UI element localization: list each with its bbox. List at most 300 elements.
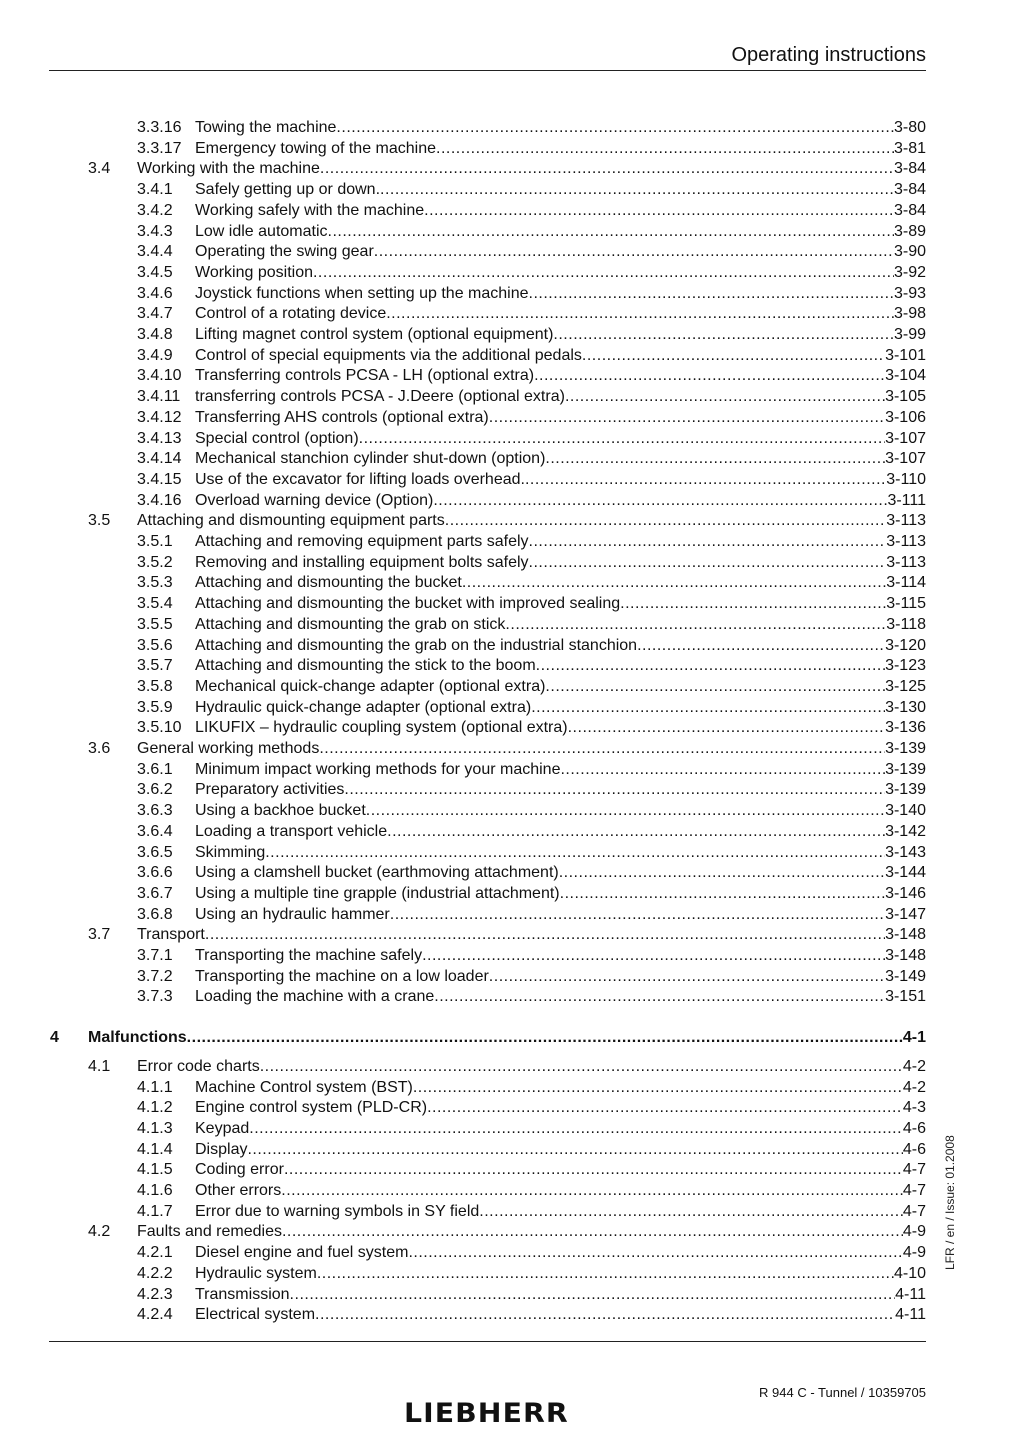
toc-entry[interactable] <box>0 284 1024 304</box>
toc-entry-page: 3-113 <box>886 512 926 530</box>
dot-leader <box>525 470 886 490</box>
dot-leader <box>313 263 894 283</box>
dot-leader <box>505 615 886 635</box>
toc-entry-number: 3.6 <box>88 740 111 757</box>
toc-entry-number: 3.4.5 <box>137 263 173 281</box>
dot-leader <box>187 1028 903 1048</box>
toc-entry[interactable] <box>0 739 1024 759</box>
toc-entry-number: 3.4.13 <box>137 429 182 447</box>
toc-entry-title: Using a multiple tine grapple (industrial attachment) <box>195 884 560 902</box>
toc-entry[interactable] <box>0 801 1024 821</box>
toc-entry-line <box>195 636 926 656</box>
toc-entry-title: Control of special equipments via the additional pedals <box>195 346 582 364</box>
toc-entry-number: 3.4.2 <box>137 201 173 219</box>
toc-entry[interactable] <box>0 1264 1024 1284</box>
toc-entry-title: Removing and installing equipment bolts safely <box>195 553 529 571</box>
header-rule <box>49 70 926 71</box>
dot-leader <box>568 718 885 738</box>
dot-leader <box>344 780 885 800</box>
dot-leader <box>249 1119 903 1139</box>
toc-entry-number: 3.6.7 <box>137 884 173 902</box>
toc-entry-line <box>195 843 926 863</box>
toc-entry-number: 4.1.7 <box>137 1202 173 1220</box>
toc-entry-title: Keypad <box>195 1119 250 1137</box>
toc-entry[interactable] <box>0 677 1024 697</box>
toc-entry-page: 3-142 <box>885 822 926 840</box>
footer-rule <box>49 1341 926 1342</box>
toc-entry-number: 3.3.16 <box>137 119 182 136</box>
toc-entry-line <box>195 884 926 904</box>
toc-entry-page: 4-11 <box>895 1285 926 1303</box>
toc-entry-number: 3.4.7 <box>137 305 173 323</box>
toc-entry-page: 4-2 <box>902 1057 926 1075</box>
toc-entry[interactable] <box>0 408 1024 428</box>
toc-entry-line <box>137 1057 926 1077</box>
toc-entry-number: 4.2.3 <box>137 1285 173 1303</box>
toc-entry-page: 3-118 <box>886 615 926 633</box>
dot-leader <box>529 284 894 304</box>
toc-entry-number: 3.4.3 <box>137 222 173 240</box>
dot-leader <box>531 698 885 718</box>
toc-entry-page: 3-104 <box>885 367 926 385</box>
toc-entry[interactable] <box>0 594 1024 614</box>
toc-entry-title: Diesel engine and fuel system <box>195 1244 409 1262</box>
toc-entry-number: 3.6.1 <box>137 760 173 778</box>
toc-entry-line <box>137 739 926 759</box>
toc-entry-line <box>195 656 926 676</box>
toc-entry-number: 3.5.5 <box>137 615 173 633</box>
toc-entry-line <box>137 1222 926 1242</box>
toc-entry-title: Working position <box>195 263 313 281</box>
toc-entry-number: 3.5.6 <box>137 636 173 654</box>
toc-entry-page: 4-6 <box>902 1119 926 1137</box>
dot-leader <box>281 1181 903 1201</box>
toc-entry-line <box>195 987 926 1007</box>
toc-entry-number: 3.4.16 <box>137 491 182 509</box>
toc-entry-line <box>195 822 926 842</box>
toc-entry-title: Error due to warning symbols in SY field <box>195 1202 480 1220</box>
toc-entry-page: 4-3 <box>902 1099 926 1117</box>
toc-entry-page: 3-139 <box>885 781 926 799</box>
toc-entry-line <box>137 159 926 179</box>
toc-entry-line <box>195 946 926 966</box>
toc-entry-number: 3.6.4 <box>137 822 173 840</box>
toc-entry-number: 3.4.4 <box>137 243 173 261</box>
toc-entry-line <box>195 284 926 304</box>
toc-entry-number: 3.5.8 <box>137 677 173 695</box>
toc-entry-page: 3-90 <box>893 243 926 261</box>
toc-entry-page: 3-143 <box>885 843 926 861</box>
toc-entry-page: 3-130 <box>885 698 926 716</box>
toc-entry-title: Transport <box>137 926 205 944</box>
toc-entry-page: 3-147 <box>885 905 926 923</box>
toc-entry-page: 3-114 <box>886 574 926 592</box>
dot-leader <box>366 801 885 821</box>
dot-leader <box>445 511 887 531</box>
toc-entry-page: 3-125 <box>885 677 926 695</box>
toc-entry-page: 3-115 <box>886 595 926 613</box>
toc-entry-number: 3.3.17 <box>137 139 182 157</box>
toc-entry-page: 4-6 <box>902 1140 926 1158</box>
toc-entry[interactable] <box>0 429 1024 449</box>
toc-entry-page: 3-148 <box>885 926 926 944</box>
toc-entry-title: Transferring AHS controls (optional extra) <box>195 408 489 426</box>
dot-leader <box>320 159 894 179</box>
toc-entry-line <box>195 1160 926 1180</box>
toc-entry-page: 3-84 <box>893 201 926 219</box>
dot-leader <box>260 1057 903 1077</box>
toc-entry-line <box>195 242 926 262</box>
toc-entry-line <box>195 387 926 407</box>
dot-leader <box>489 967 885 987</box>
toc-entry[interactable] <box>0 118 1024 138</box>
toc-entry-page: 3-139 <box>885 760 926 778</box>
brand-logo: LIEBHERR <box>404 1398 569 1429</box>
toc-entry-line <box>195 905 926 925</box>
toc-entry-page: 3-151 <box>885 988 926 1006</box>
toc-entry[interactable] <box>0 387 1024 407</box>
toc-entry[interactable] <box>0 491 1024 511</box>
dot-leader <box>315 1305 895 1325</box>
toc-entry-line <box>195 449 926 469</box>
toc-entry-line <box>195 863 926 883</box>
toc-entry-title: Low idle automatic <box>195 222 328 240</box>
toc-entry-title: Malfunctions <box>88 1029 187 1047</box>
toc-entry[interactable] <box>0 760 1024 780</box>
toc-entry-line <box>195 1243 926 1263</box>
toc-entry-page: 4-7 <box>902 1182 926 1199</box>
dot-leader <box>290 1285 896 1305</box>
toc-entry-page: 3-81 <box>893 139 926 157</box>
toc-entry-number: 4.1.3 <box>137 1119 173 1137</box>
toc-entry-title: Mechanical quick-change adapter (optional extra) <box>195 677 546 695</box>
toc-entry-line <box>195 1285 926 1305</box>
toc-entry-line <box>195 222 926 242</box>
document-reference: R 944 C - Tunnel / 10359705 <box>759 1385 926 1400</box>
toc-entry-number: 3.4.8 <box>137 326 173 343</box>
toc-entry[interactable] <box>0 573 1024 593</box>
toc-entry-line <box>195 366 926 386</box>
dot-leader <box>265 843 885 863</box>
toc-entry-page: 3-149 <box>885 967 926 985</box>
toc-entry-number: 3.6.5 <box>137 843 173 861</box>
toc-entry-title: Minimum impact working methods for your machine <box>195 760 561 778</box>
toc-entry-title: Faults and remedies <box>137 1223 282 1241</box>
toc-entry-number: 3.4.14 <box>137 450 182 468</box>
toc-entry[interactable] <box>0 449 1024 469</box>
toc-entry[interactable] <box>0 532 1024 552</box>
toc-entry[interactable] <box>0 222 1024 242</box>
toc-entry-line <box>195 532 926 552</box>
toc-entry-page: 3-99 <box>893 326 926 343</box>
toc-entry[interactable] <box>0 159 1024 179</box>
toc-entry-title: Machine Control system (BST) <box>195 1078 413 1096</box>
page-header-title: Operating instructions <box>731 44 926 66</box>
toc-entry[interactable] <box>0 1119 1024 1139</box>
toc-entry-line <box>195 1078 926 1098</box>
toc-entry-page: 3-93 <box>893 284 926 302</box>
toc-entry[interactable] <box>0 1222 1024 1242</box>
dot-leader <box>319 739 885 759</box>
toc-entry-title: Error code charts <box>137 1057 260 1075</box>
dot-leader <box>424 201 894 221</box>
toc-entry-number: 3.7.1 <box>137 947 173 964</box>
toc-entry-line <box>195 553 926 573</box>
toc-entry-line <box>195 594 926 614</box>
toc-entry[interactable] <box>0 615 1024 635</box>
toc-entry-title: Operating the swing gear <box>195 243 374 261</box>
toc-entry-number: 3.4.10 <box>137 367 182 385</box>
dot-leader <box>436 139 894 159</box>
toc-entry[interactable] <box>0 1028 1024 1048</box>
toc-entry-title: Attaching and dismounting equipment parts <box>137 512 445 530</box>
toc-entry-line <box>195 408 926 428</box>
toc-entry[interactable] <box>0 636 1024 656</box>
toc-entry-title: transferring controls PCSA - J.Deere (optional extra) <box>195 388 565 406</box>
toc-entry-page: 3-111 <box>887 491 926 509</box>
dot-leader <box>422 946 885 966</box>
dot-leader <box>553 325 894 345</box>
toc-entry-title: Transferring controls PCSA - LH (optional extra) <box>195 367 535 385</box>
toc-entry[interactable] <box>0 1057 1024 1077</box>
toc-entry-page: 3-101 <box>885 346 926 364</box>
toc-entry-number: 4.1.1 <box>137 1078 173 1096</box>
toc-entry-number: 3.7.3 <box>137 988 173 1006</box>
toc-entry-line <box>195 1119 926 1139</box>
toc-entry-page: 4-1 <box>902 1029 926 1047</box>
toc-entry-line <box>195 1098 926 1118</box>
dot-leader <box>413 1078 903 1098</box>
toc-entry-number: 3.6.8 <box>137 905 173 923</box>
toc-entry[interactable] <box>0 553 1024 573</box>
toc-entry-title: Attaching and dismounting the grab on the industrial stanchion <box>195 636 638 654</box>
dot-leader <box>534 366 885 386</box>
toc-entry-page: 4-2 <box>902 1078 926 1096</box>
toc-entry-title: Hydraulic quick-change adapter (optional extra) <box>195 698 532 716</box>
toc-entry-page: 4-10 <box>893 1264 926 1282</box>
toc-entry-page: 3-84 <box>893 181 926 199</box>
toc-entry-page: 3-110 <box>886 470 926 488</box>
toc-entry-title: Working with the machine <box>137 160 320 178</box>
dot-leader <box>374 242 894 262</box>
toc-entry-line <box>195 470 926 490</box>
toc-entry-title: Transporting the machine on a low loader <box>195 967 489 985</box>
toc-entry-page: 3-144 <box>885 864 926 882</box>
toc-entry-number: 4.1.6 <box>137 1182 173 1199</box>
toc-entry[interactable] <box>0 822 1024 842</box>
toc-entry-number: 4.2.2 <box>137 1264 173 1282</box>
toc-entry-line <box>195 325 926 345</box>
toc-entry[interactable] <box>0 1078 1024 1098</box>
toc-entry-title: Use of the excavator for lifting loads overhead. <box>195 470 525 488</box>
toc-entry-title: Engine control system (PLD-CR) <box>195 1099 428 1117</box>
toc-entry[interactable] <box>0 180 1024 200</box>
dot-leader <box>536 656 885 676</box>
dot-leader <box>479 1202 903 1222</box>
toc-entry-number: 3.5.2 <box>137 553 173 571</box>
toc-entry-title: Using an hydraulic hammer <box>195 905 390 923</box>
toc-entry[interactable] <box>0 511 1024 531</box>
toc-entry-title: Coding error <box>195 1161 284 1179</box>
dot-leader <box>336 118 894 138</box>
toc-entry-page: 3-113 <box>886 553 926 571</box>
toc-entry-page: 4-7 <box>902 1161 926 1179</box>
toc-entry-number: 4.1.2 <box>137 1099 173 1117</box>
toc-entry-title: Safely getting up or down. <box>195 181 381 199</box>
toc-entry[interactable] <box>0 780 1024 800</box>
toc-entry[interactable] <box>0 656 1024 676</box>
toc-entry-line <box>88 1028 926 1048</box>
dot-leader <box>489 408 885 428</box>
dot-leader <box>433 491 887 511</box>
toc-entry-line <box>195 346 926 366</box>
toc-entry[interactable] <box>0 884 1024 904</box>
toc-entry-page: 3-120 <box>885 636 926 654</box>
toc-entry-page: 3-123 <box>885 657 926 675</box>
dot-leader <box>565 387 885 407</box>
dot-leader <box>560 760 885 780</box>
dot-leader <box>620 594 886 614</box>
toc-entry[interactable] <box>0 946 1024 966</box>
toc-entry-line <box>195 304 926 324</box>
toc-entry[interactable] <box>0 1202 1024 1222</box>
dot-leader <box>529 553 887 573</box>
dot-leader <box>559 863 885 883</box>
toc-entry-number: 3.5.10 <box>137 719 182 737</box>
toc-entry-line <box>195 1140 926 1160</box>
toc-entry-number: 3.7 <box>88 926 111 944</box>
toc-entry-line <box>195 1264 926 1284</box>
toc-entry-number: 3.6.3 <box>137 802 173 820</box>
toc-entry-line <box>195 801 926 821</box>
toc-entry-title: Working safely with the machine <box>195 201 425 219</box>
dot-leader <box>284 1160 903 1180</box>
toc-entry[interactable] <box>0 925 1024 945</box>
dot-leader <box>545 677 885 697</box>
toc-entry-number: 3.4 <box>88 160 111 178</box>
toc-entry-line <box>195 615 926 635</box>
toc-entry-page: 4-11 <box>895 1306 926 1324</box>
toc-entry-page: 3-107 <box>885 429 926 447</box>
toc-entry-title: Electrical system <box>195 1306 316 1324</box>
toc-entry-title: Special control (option) <box>195 429 359 447</box>
toc-entry[interactable] <box>0 1160 1024 1180</box>
toc-entry-line <box>195 1305 926 1325</box>
dot-leader <box>247 1140 902 1160</box>
toc-entry-line <box>195 760 926 780</box>
toc-entry[interactable] <box>0 242 1024 262</box>
toc-entry-page: 3-92 <box>893 263 926 281</box>
toc-entry-line <box>195 718 926 738</box>
toc-entry-line <box>195 491 926 511</box>
toc-entry[interactable] <box>0 967 1024 987</box>
toc-entry[interactable] <box>0 987 1024 1007</box>
toc-entry-number: 3.6.2 <box>137 781 173 799</box>
dot-leader <box>434 987 885 1007</box>
toc-entry-title: Attaching and dismounting the bucket <box>195 574 462 592</box>
toc-entry[interactable] <box>0 1243 1024 1263</box>
toc-entry[interactable] <box>0 698 1024 718</box>
toc-entry[interactable] <box>0 325 1024 345</box>
toc-entry-page: 3-107 <box>885 450 926 468</box>
toc-entry[interactable] <box>0 905 1024 925</box>
toc-entry-title: Other errors <box>195 1182 282 1199</box>
dot-leader <box>328 222 894 242</box>
dot-leader <box>390 905 885 925</box>
toc-entry-page: 4-9 <box>902 1223 926 1241</box>
toc-entry[interactable] <box>0 304 1024 324</box>
toc-entry-page: 3-89 <box>893 222 926 240</box>
toc-entry[interactable] <box>0 263 1024 283</box>
toc-entry-line <box>195 429 926 449</box>
toc-entry-line <box>195 1181 926 1201</box>
toc-entry[interactable] <box>0 366 1024 386</box>
toc-entry-page: 4-9 <box>902 1244 926 1262</box>
dot-leader <box>317 1264 894 1284</box>
toc-entry-number: 3.4.6 <box>137 284 173 302</box>
toc-entry[interactable] <box>0 201 1024 221</box>
dot-leader <box>462 573 886 593</box>
toc-entry[interactable] <box>0 1140 1024 1160</box>
toc-entry[interactable] <box>0 470 1024 490</box>
toc-entry-line <box>195 967 926 987</box>
toc-entry-title: Attaching and dismounting the grab on stick <box>195 615 506 633</box>
dot-leader <box>387 822 885 842</box>
toc-entry-title: Using a clamshell bucket (earthmoving attachment) <box>195 864 559 882</box>
toc-entry-title: LIKUFIX – hydraulic coupling system (optional extra) <box>195 719 568 737</box>
dot-leader <box>545 449 885 469</box>
toc-entry[interactable] <box>0 1285 1024 1305</box>
toc-entry-line <box>195 180 926 200</box>
toc-entry[interactable] <box>0 346 1024 366</box>
toc-entry-number: 3.5.7 <box>137 657 173 675</box>
toc-entry-number: 3.5.3 <box>137 574 173 592</box>
issue-stamp: LFR / en / Issue: 01.2008 <box>943 1135 957 1270</box>
toc-entry-title: Attaching and dismounting the stick to the boom <box>195 657 536 675</box>
toc-entry-title: Emergency towing of the machine <box>195 139 437 157</box>
toc-entry-title: Transporting the machine safely <box>195 947 423 964</box>
dot-leader <box>386 304 894 324</box>
toc-entry-line <box>195 1202 926 1222</box>
toc-entry-number: 3.4.11 <box>137 388 181 406</box>
dot-leader <box>560 884 885 904</box>
dot-leader <box>282 1222 903 1242</box>
toc-entry-page: 3-113 <box>886 533 926 550</box>
toc-entry[interactable] <box>0 843 1024 863</box>
toc-entry-number: 4.2.4 <box>137 1306 173 1324</box>
toc-entry-title: Joystick functions when setting up the machine <box>195 284 529 302</box>
toc-entry-title: Loading a transport vehicle <box>195 822 388 840</box>
toc-entry[interactable] <box>0 139 1024 159</box>
toc-entry-title: Lifting magnet control system (optional equipment) <box>195 326 554 343</box>
toc-entry-number: 3.7.2 <box>137 967 173 985</box>
toc-entry-title: Towing the machine <box>195 119 337 136</box>
toc-entry[interactable] <box>0 863 1024 883</box>
toc-entry-title: Skimming <box>195 843 266 861</box>
toc-entry-page: 3-106 <box>885 408 926 426</box>
toc-entry-line <box>195 573 926 593</box>
toc-entry[interactable] <box>0 1305 1024 1325</box>
toc-entry-line <box>195 139 926 159</box>
toc-entry-number: 4.2.1 <box>137 1244 173 1262</box>
toc-entry-page: 3-80 <box>893 119 926 136</box>
toc-entry-page: 3-98 <box>893 305 926 323</box>
toc-entry-number: 3.5.4 <box>137 595 173 613</box>
toc-entry[interactable] <box>0 718 1024 738</box>
toc-entry[interactable] <box>0 1181 1024 1201</box>
dot-leader <box>408 1243 902 1263</box>
toc-entry[interactable] <box>0 1098 1024 1118</box>
